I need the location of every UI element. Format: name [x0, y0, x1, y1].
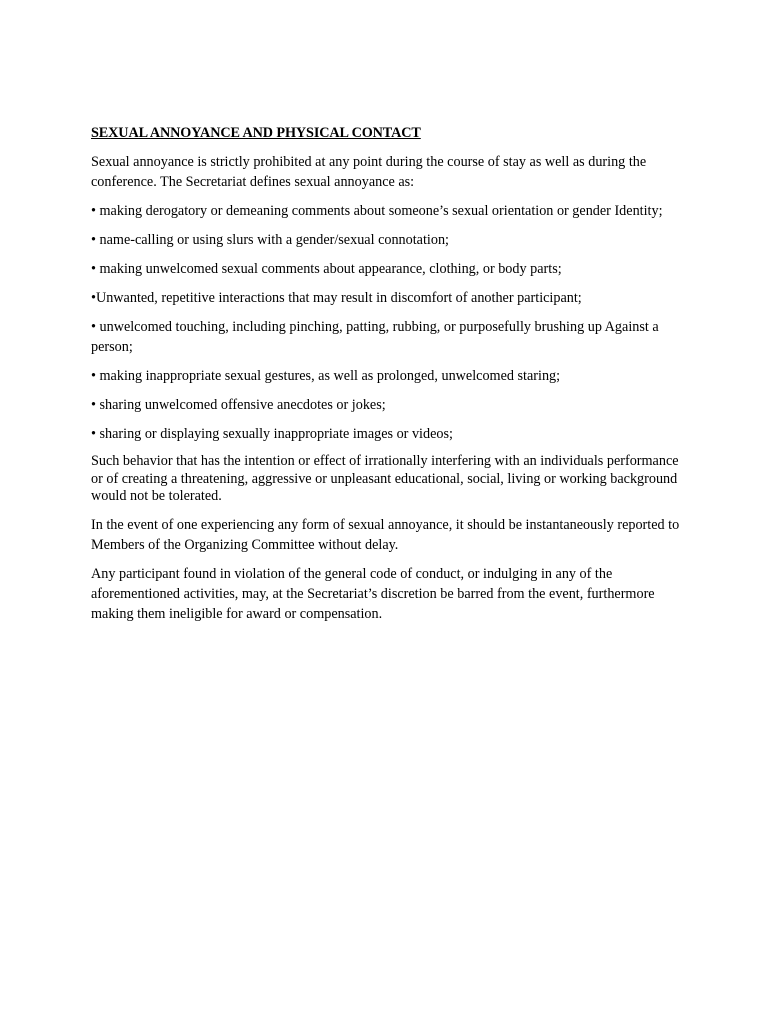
list-item: • name-calling or using slurs with a gender/sexual connotation;	[91, 232, 449, 248]
list-item: • sharing unwelcomed offensive anecdotes or jokes;	[91, 397, 386, 413]
list-item: •Unwanted, repetitive interactions that may result in discomfort of another participant;	[91, 290, 582, 306]
document-body	[91, 124, 681, 633]
list-item: • sharing or displaying sexually inappropriate images or videos;	[91, 426, 453, 442]
list-item: • making unwelcomed sexual comments about appearance, clothing, or body parts;	[91, 261, 562, 277]
section-heading: SEXUAL ANNOYANCE AND PHYSICAL CONTACT	[91, 125, 421, 141]
list-item: • making inappropriate sexual gestures, as well as prolonged, unwelcomed staring;	[91, 368, 561, 384]
behavior-paragraph: Such behavior that has the intention or effect of irrationally interfering with an individuals performance or of creating a threatening, aggressive or unpleasant educational, social, living or working background would not be tolerated.	[91, 453, 679, 504]
intro-paragraph: Sexual annoyance is strictly prohibited at any point during the course of stay as well as during the conference. The Secretariat defines sexual annoyance as:	[91, 154, 647, 190]
consequences-paragraph: Any participant found in violation of the general code of conduct, or indulging in any of the aforementioned activities, may, at the Secretariat’s discretion be barred from the event, furthermore making them ineligible for award or compensation.	[91, 565, 655, 622]
list-item: • making derogatory or demeaning comments about someone’s sexual orientation or gender Identity;	[91, 203, 663, 219]
reporting-paragraph: In the event of one experiencing any form of sexual annoyance, it should be instantaneously reported to Members of the Organizing Committee without delay.	[91, 516, 680, 553]
list-item: • unwelcomed touching, including pinching, patting, rubbing, or purposefully brushing up Against a person;	[91, 319, 659, 355]
